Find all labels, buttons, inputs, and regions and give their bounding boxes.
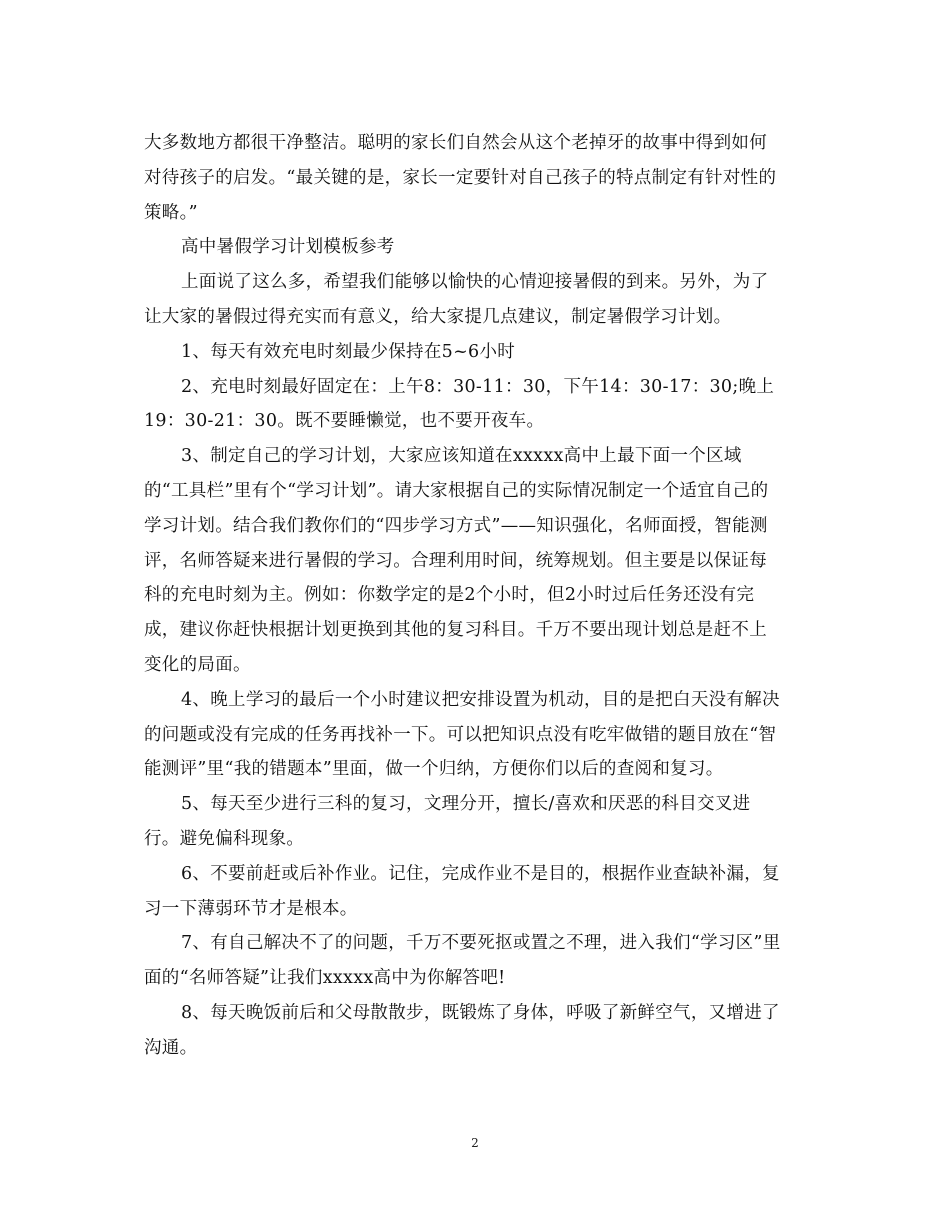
text-line: 上面说了这么多，希望我们能够以愉快的心情迎接暑假的到来。另外，为了	[181, 272, 769, 293]
text-line: 6、不要前赶或后补作业。记住，完成作业不是目的，根据作业查缺补漏，复	[181, 863, 780, 884]
body-text	[144, 126, 810, 1066]
text-line: 7、有自己解决不了的问题，千万不要死抠或置之不理，进入我们“学习区”里	[181, 933, 781, 954]
text-line: 学习计划。结合我们教你们的“四步学习方式”——知识强化，名师面授，智能测	[144, 515, 768, 536]
text-line: 的“工具栏”里有个“学习计划”。请大家根据自己的实际情况制定一个适宜自己的	[144, 480, 769, 501]
page-number: 2	[471, 1136, 479, 1150]
text-line: 成，建议你赶快根据计划更换到其他的复习科目。千万不要出现计划总是赶不上	[144, 620, 767, 641]
text-line: 2、充电时刻最好固定在：上午8：30-11：30，下午14：30-17：30;晚上	[181, 376, 775, 397]
text-line: 5、每天至少进行三科的复习，文理分开，擅长/喜欢和厌恶的科目交叉进	[181, 794, 751, 815]
text-line: 的问题或没有完成的任务再找补一下。可以把知识点没有吃牢做错的题目放在“智	[144, 724, 777, 745]
text-line: 高中暑假学习计划模板参考	[181, 237, 395, 258]
text-line: 大多数地方都很干净整洁。聪明的家长们自然会从这个老掉牙的故事中得到如何	[144, 133, 767, 153]
text-line: 4、晚上学习的最后一个小时建议把安排设置为机动，目的是把白天没有解决	[181, 689, 780, 710]
text-line: 行。避免偏科现象。	[144, 828, 305, 849]
text-line: 3、制定自己的学习计划，大家应该知道在xxxxx高中上最下面一个区域	[181, 446, 742, 467]
text-line: 评，名师答疑来进行暑假的学习。合理利用时间，统筹规划。但主要是以保证每	[144, 550, 767, 571]
text-line: 对待孩子的启发。“最关键的是，家长一定要针对自己孩子的特点制定有针对性的	[144, 167, 777, 188]
text-line: 1、每天有效充电时刻最少保持在5~6小时	[181, 341, 516, 362]
text-line: 科的充电时刻为主。例如：你数学定的是2个小时，但2小时过后任务还没有完	[144, 585, 755, 606]
text-line: 19：30-21：30。既不要睡懒觉，也不要开夜车。	[144, 411, 545, 432]
text-line: 面的“名师答疑”让我们xxxxx高中为你解答吧!	[144, 968, 506, 989]
text-line: 8、每天晚饭前后和父母散散步，既锻炼了身体，呼吸了新鲜空气，又增进了	[181, 1002, 780, 1023]
text-line: 让大家的暑假过得充实而有意义，给大家提几点建议，制定暑假学习计划。	[144, 306, 732, 327]
text-line: 习一下薄弱环节才是根本。	[144, 898, 358, 919]
text-line: 沟通。	[144, 1037, 198, 1058]
text-line: 变化的局面。	[144, 654, 251, 675]
text-line: 能测评”里“我的错题本”里面，做一个归纳，方便你们以后的查阅和复习。	[144, 759, 724, 780]
text-line: 策略。”	[144, 202, 198, 223]
